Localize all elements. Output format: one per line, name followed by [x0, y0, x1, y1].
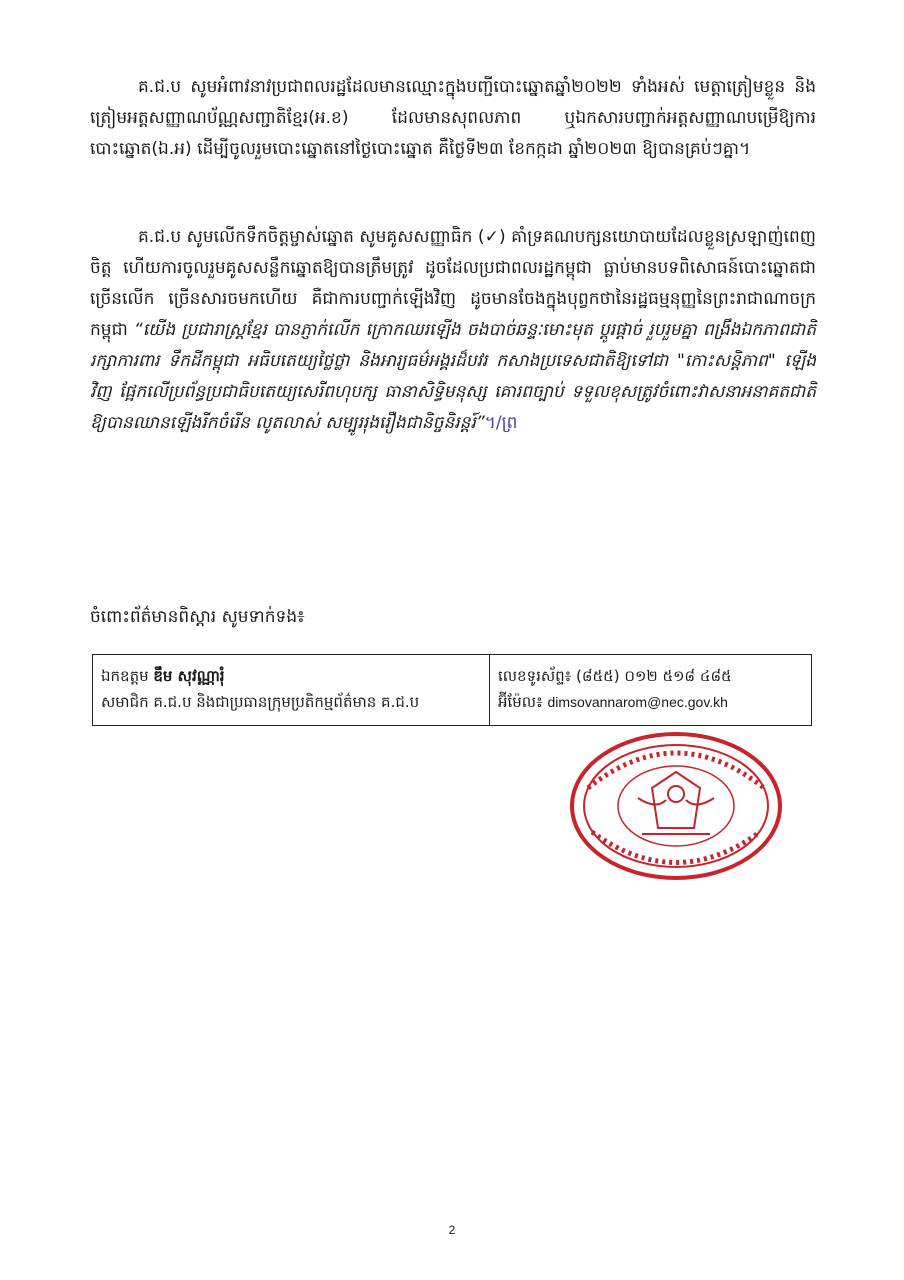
email-label: អ៊ីម៉ែល៖ — [498, 693, 543, 711]
contact-name-prefix: ឯកឧត្តម — [101, 667, 149, 685]
contact-heading: ចំពោះព័ត៌មានពិស្តារ សូមទាក់ទង៖ — [90, 607, 305, 627]
phone-label: លេខទូរស័ព្ទ៖ — [498, 667, 572, 685]
email-link[interactable]: dimsovannarom@nec.gov.kh — [547, 694, 728, 710]
contact-details-cell — [490, 655, 812, 726]
paragraph-end-mark: ។/ព្រ — [484, 413, 518, 433]
paragraph-encouragement-intro: គ.ជ.ប សូមលើកទឹកចិត្តម្ចាស់ឆ្នោត សូមគូសសញ្ញាធិក (✓) គាំទ្រគណបក្សនយោបាយដែលខ្លួនស្រឡាញ់ពេញចិត្ត ហើយការចូលរួមគូសសន្លឹកឆ្នោតឱ្យបានត្រឹមត្រូវ ដូចដែលប្រជាពលរដ្ឋកម្ពុជា ធ្លាប់មានបទពិសោធន៍បោះឆ្នោតជាច្រើនលើក ច្រើនសារចមកហើយ គឺជាការបញ្ជាក់ឡើងវិញ ដូចមានចែងក្នុងបុព្វកថានៃរដ្ឋធម្មនុញ្ញនៃព្រះរាជាណាចក្រកម្ពុជា — [90, 227, 816, 340]
paragraph-encouragement — [90, 222, 816, 439]
paragraph-voter-appeal-text: គ.ជ.ប សូមអំពាវនាវប្រជាពលរដ្ឋដែលមានឈ្មោះក្នុងបញ្ជីបោះឆ្នោតឆ្នាំ២០២២ ទាំងអស់ មេត្តាត្រៀមខ្លួន និងត្រៀមអត្តសញ្ញាណប័ណ្ណសញ្ជាតិខ្មែរ(អ.ខ) ដែលមានសុពលភាព ឬឯកសារបញ្ជាក់អត្តសញ្ញាណបម្រើឱ្យការបោះឆ្នោត(ឯ.អ) ដើម្បីចូលរួមបោះឆ្នោតនៅថ្ងៃបោះឆ្នោត គឺថ្ងៃទី២៣ ខែកក្កដា ឆ្នាំ២០២៣ ឱ្យបានគ្រប់ៗគ្នា។ — [90, 77, 816, 159]
contact-table — [92, 654, 812, 726]
contact-row — [93, 655, 812, 726]
contact-phone-line — [498, 663, 803, 689]
contact-role: សមាជិក គ.ជ.ប និងជាប្រធានក្រុមប្រតិកម្មព័ត៌មាន គ.ជ.ប — [101, 693, 420, 711]
contact-person — [101, 663, 481, 689]
contact-name: ឌឹម សុវណ្ណារុំ — [153, 667, 225, 685]
phone-number[interactable]: (៨៥៥) ០១២ ៥១៨ ៤៨៥ — [576, 667, 732, 685]
paragraph-voter-appeal — [90, 72, 816, 165]
contact-email-line — [498, 689, 803, 715]
contact-person-cell — [93, 655, 490, 726]
constitution-quote: “យើង ប្រជារាស្ត្រខ្មែរ បានភ្ញាក់លើក ក្រោកឈរឡើង ចងបាច់ឆន្ទៈមោះមុត ប្តូរផ្តាច់ រួបរួមគ្នា ពង្រឹងឯកភាពជាតិ រក្សាការពារ ទឹកដីកម្ពុជា អធិបតេយ្យថ្លៃថ្លា និងអារ្យធម៌អង្គរដ៏បវរ កសាងប្រទេសជាតិឱ្យទៅជា "កោះសន្តិភាព" ឡើងវិញ ផ្អែកលើប្រព័ន្ធប្រជាធិបតេយ្យសេរីពហុបក្ស ធានាសិទ្ធិមនុស្ស គោរពច្បាប់ ទទួលខុសត្រូវចំពោះវាសនាអនាគតជាតិ ឱ្យបានឈានឡើងរីកចំរើន លូតលាស់ សម្បូររុងរឿងជានិច្ចនិរន្តរ៍” — [90, 320, 816, 433]
page-number: 2 — [448, 1223, 456, 1237]
official-seal-icon — [566, 728, 786, 884]
